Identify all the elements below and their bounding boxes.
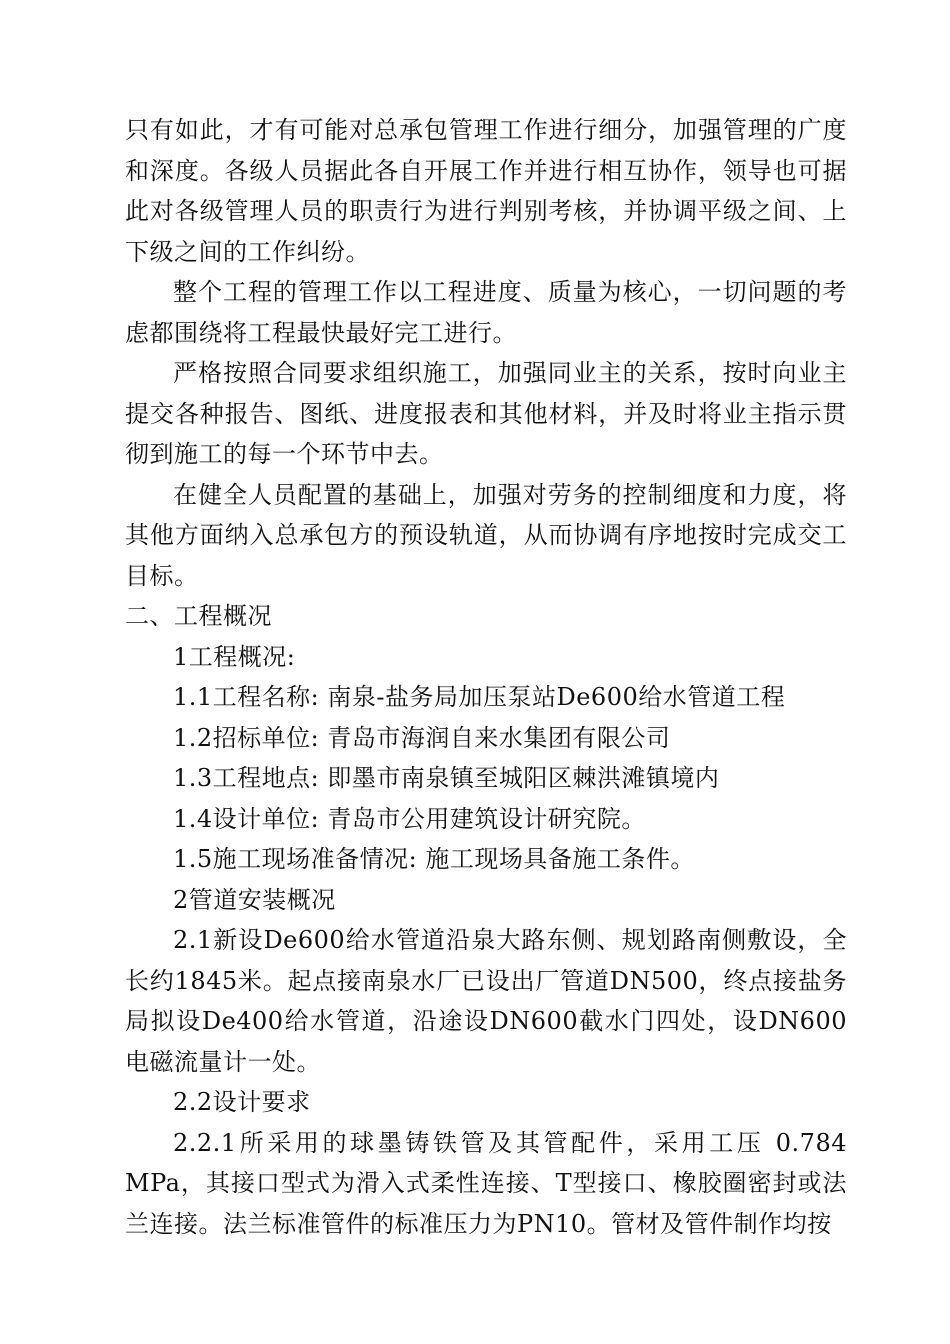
item-project-location: 1.3工程地点: 即墨市南泉镇至城阳区棘洪滩镇境内 bbox=[173, 764, 720, 792]
subsection-design-requirements: 2.2设计要求 bbox=[173, 1088, 311, 1116]
section-heading: 二、工程概况 bbox=[125, 602, 272, 630]
paragraph-staffing: 在健全人员配置的基础上，加强对劳务的控制细度和力度，将其他方面纳入总承包方的预设轨道，从而协调有序地按时完成交工目标。 bbox=[125, 480, 847, 590]
subsection-pipeline-overview: 2管道安装概况 bbox=[173, 885, 336, 914]
paragraph-contract-requirements: 严格按照合同要求组织施工，加强同业主的关系，按时向业主提交各种报告、图纸、进度报表和其他材料，并及时将业主指示贯彻到施工的每一个环节中去。 bbox=[125, 359, 847, 468]
paragraph-continuation: 只有如此，才有可能对总承包管理工作进行细分，加强管理的广度和深度。各级人员据此各自开展工作并进行相互协作，领导也可据此对各级管理人员的职责行为进行判别考核，并协调平级之间、上下级之间的工作纠纷。 bbox=[125, 116, 847, 266]
item-site-readiness: 1.5施工现场准备情况: 施工现场具备施工条件。 bbox=[173, 845, 695, 873]
paragraph-pipe-materials: 2.2.1所采用的球墨铸铁管及其管配件，采用工压 0.784 MPa，其接口型式为滑入式柔性连接、T型接口、橡胶圈密封或法兰连接。法兰标准管件的标准压力为PN10。管材及管件制作均按 bbox=[125, 1128, 847, 1238]
item-design-unit: 1.4设计单位: 青岛市公用建筑设计研究院。 bbox=[173, 804, 646, 833]
item-project-name: 1.1工程名称: 南泉-盐务局加压泵站De600给水管道工程 bbox=[173, 683, 786, 711]
document-body bbox=[125, 110, 847, 1244]
subsection-project-overview: 1工程概况: bbox=[173, 642, 296, 671]
item-tender-unit: 1.2招标单位: 青岛市海润自来水集团有限公司 bbox=[173, 723, 671, 752]
paragraph-management-core: 整个工程的管理工作以工程进度、质量为核心，一切问题的考虑都围绕将工程最快最好完工进行。 bbox=[125, 278, 847, 347]
paragraph-pipeline-route: 2.1新设De600给水管道沿泉大路东侧、规划路南侧敷设，全长约1845米。起点接南泉水厂已设出厂管道DN500，终点接盐务局拟设De400给水管道，沿途设DN600截水门四处，设DN600电磁流量计一处。 bbox=[125, 926, 847, 1076]
